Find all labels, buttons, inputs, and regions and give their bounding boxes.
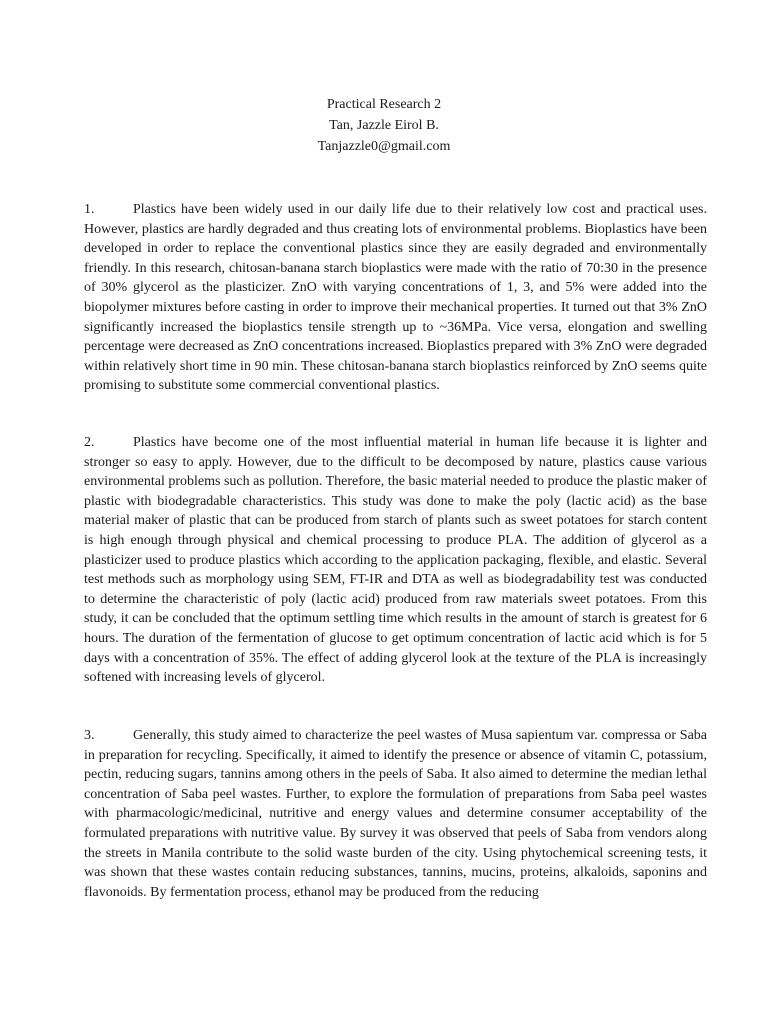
paragraph-1: [84, 200, 707, 396]
paragraph-text: Plastics have become one of the most influential material in human life because it is lighter and stronger so easy to apply. However, due to the difficult to be decomposed by nature, plastics cause various environmental problems such as pollution. Therefore, the basic material needed to produce the plastic maker of plastic with biodegradable characteristics. This study was done to make the poly (lactic acid) as the base material maker of plastic that can be produced from starch of plants such as sweet potatoes for starch content is high enough through physical and chemical processing to produce PLA. The addition of glycerol as a plasticizer used to produce plastics which according to the application packaging, flexible, and elastic. Several test methods such as morphology using SEM, FT-IR and DTA as well as biodegradability test was conducted to determine the characteristic of poly (lactic acid) produced from raw materials sweet potatoes. From this study, it can be concluded that the optimum settling time which results in the amount of starch is greatest for 6 hours. The duration of the fermentation of glucose to get optimum concentration of lactic acid which is for 5 days with a concentration of 35%. The effect of adding glycerol look at the texture of the PLA is increasingly softened with increasing levels of glycerol.: [84, 435, 707, 686]
document-header: [0, 94, 768, 157]
paragraph-text: Generally, this study aimed to characterize the peel wastes of Musa sapientum var. compressa or Saba in preparation for recycling. Specifically, it aimed to identify the presence or absence of vitamin C, potassium, pectin, reducing sugars, tannins among others in the peels of Saba. It also aimed to determine the median lethal concentration of Saba peel wastes. Further, to explore the formulation of preparations from Saba peel wastes with pharmacologic/medicinal, nutritive and energy values and determine consumer acceptability of the formulated preparations with nutritive value. By survey it was observed that peels of Saba from vendors along the streets in Manila contribute to the solid waste burden of the city. Using phytochemical screening tests, it was shown that these wastes contain reducing substances, tannins, mucins, proteins, alkaloids, saponins and flavonoids. By fermentation process, ethanol may be produced from the reducing: [84, 728, 707, 900]
author-email: Tanjazzle0@gmail.com: [317, 139, 451, 154]
paragraph-text: Plastics have been widely used in our daily life due to their relatively low cost and practical uses. However, plastics are hardly degraded and thus creating lots of environmental problems. Bioplastics have been developed in order to replace the conventional plastics since they are easily degraded and environmentally friendly. In this research, chitosan-banana starch bioplastics were made with the ratio of 70:30 in the presence of 30% glycerol as the plasticizer. ZnO with varying concentrations of 1, 3, and 5% were added into the biopolymer mixtures before casting in order to improve their mechanical properties. It turned out that 3% ZnO significantly increased the bioplastics tensile strength up to ~36MPa. Vice versa, elongation and swelling percentage were decreased as ZnO concentrations increased. Bioplastics prepared with 3% ZnO were degraded within relatively short time in 90 min. These chitosan-banana starch bioplastics reinforced by ZnO seems quite promising to substitute some commercial conventional plastics.: [84, 202, 707, 394]
paragraph-2: [84, 433, 707, 688]
paragraph-3: [84, 726, 707, 902]
document-title: Practical Research 2: [326, 97, 442, 112]
author-name: Tan, Jazzle Eirol B.: [329, 118, 439, 133]
paragraph-number: 3.: [84, 728, 95, 743]
paragraph-number: 1.: [84, 202, 95, 217]
paragraph-number: 2.: [84, 435, 95, 450]
